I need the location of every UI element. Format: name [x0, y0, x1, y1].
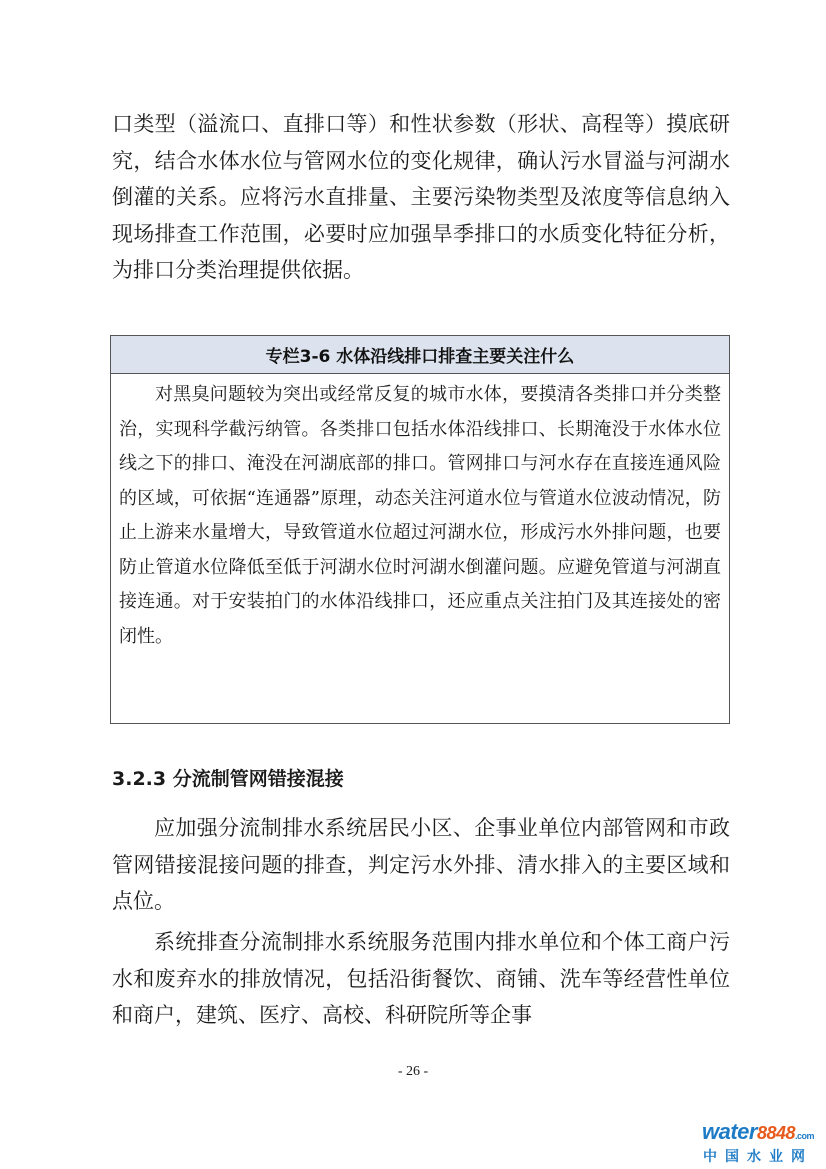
watermark-logo-mark	[698, 1120, 818, 1148]
logo-text: water	[701, 1119, 757, 1144]
logo-suffix: .com	[795, 1131, 815, 1141]
box-title: 专栏3-6 水体沿线排口排查主要关注什么	[111, 336, 729, 374]
section-heading: 3.2.3 分流制管网错接混接	[112, 768, 344, 790]
logo-number: 8848	[756, 1123, 795, 1143]
watermark-logo	[698, 1120, 818, 1166]
section-paragraph-2: 系统排查分流制排水系统服务范围内排水单位和个体工商户污水和废弃水的排放情况，包括沿街餐饮、商铺、洗车等经营性单位和商户，建筑、医疗、高校、科研院所等企事	[112, 930, 730, 1027]
watermark-subtitle: 中国水业网	[703, 1149, 813, 1165]
page-number: - 26 -	[397, 1064, 429, 1079]
intro-paragraph: 口类型（溢流口、直排口等）和性状参数（形状、高程等）摸底研究，结合水体水位与管网水位的变化规律，确认污水冒溢与河湖水倒灌的关系。应将污水直排量、主要污染物类型及浓度等信息纳入现场排查工作范围，必要时应加强旱季排口的水质变化特征分析，为排口分类治理提供依据。	[112, 112, 730, 282]
sidebar-box	[110, 335, 730, 724]
section-paragraph-1: 应加强分流制排水系统居民小区、企事业单位内部管网和市政管网错接混接问题的排查，判定污水外排、清水排入的主要区域和点位。	[112, 816, 730, 913]
box-body-text: 对黑臭问题较为突出或经常反复的城市水体，要摸清各类排口并分类整治，实现科学截污纳管。各类排口包括水体沿线排口、长期淹没于水体水位线之下的排口、淹没在河湖底部的排口。管网排口与河水存在直接连通风险的区域，可依据“连通器”原理，动态关注河道水位与管道水位波动情况，防止上游来水量增大，导致管道水位超过河湖水位，形成污水外排问题，也要防止管道水位降低至低于河湖水位时河湖水倒灌问题。应避免管道与河湖直接连通。对于安装拍门的水体沿线排口，还应重点关注拍门及其连接处的密闭性。	[119, 384, 721, 647]
